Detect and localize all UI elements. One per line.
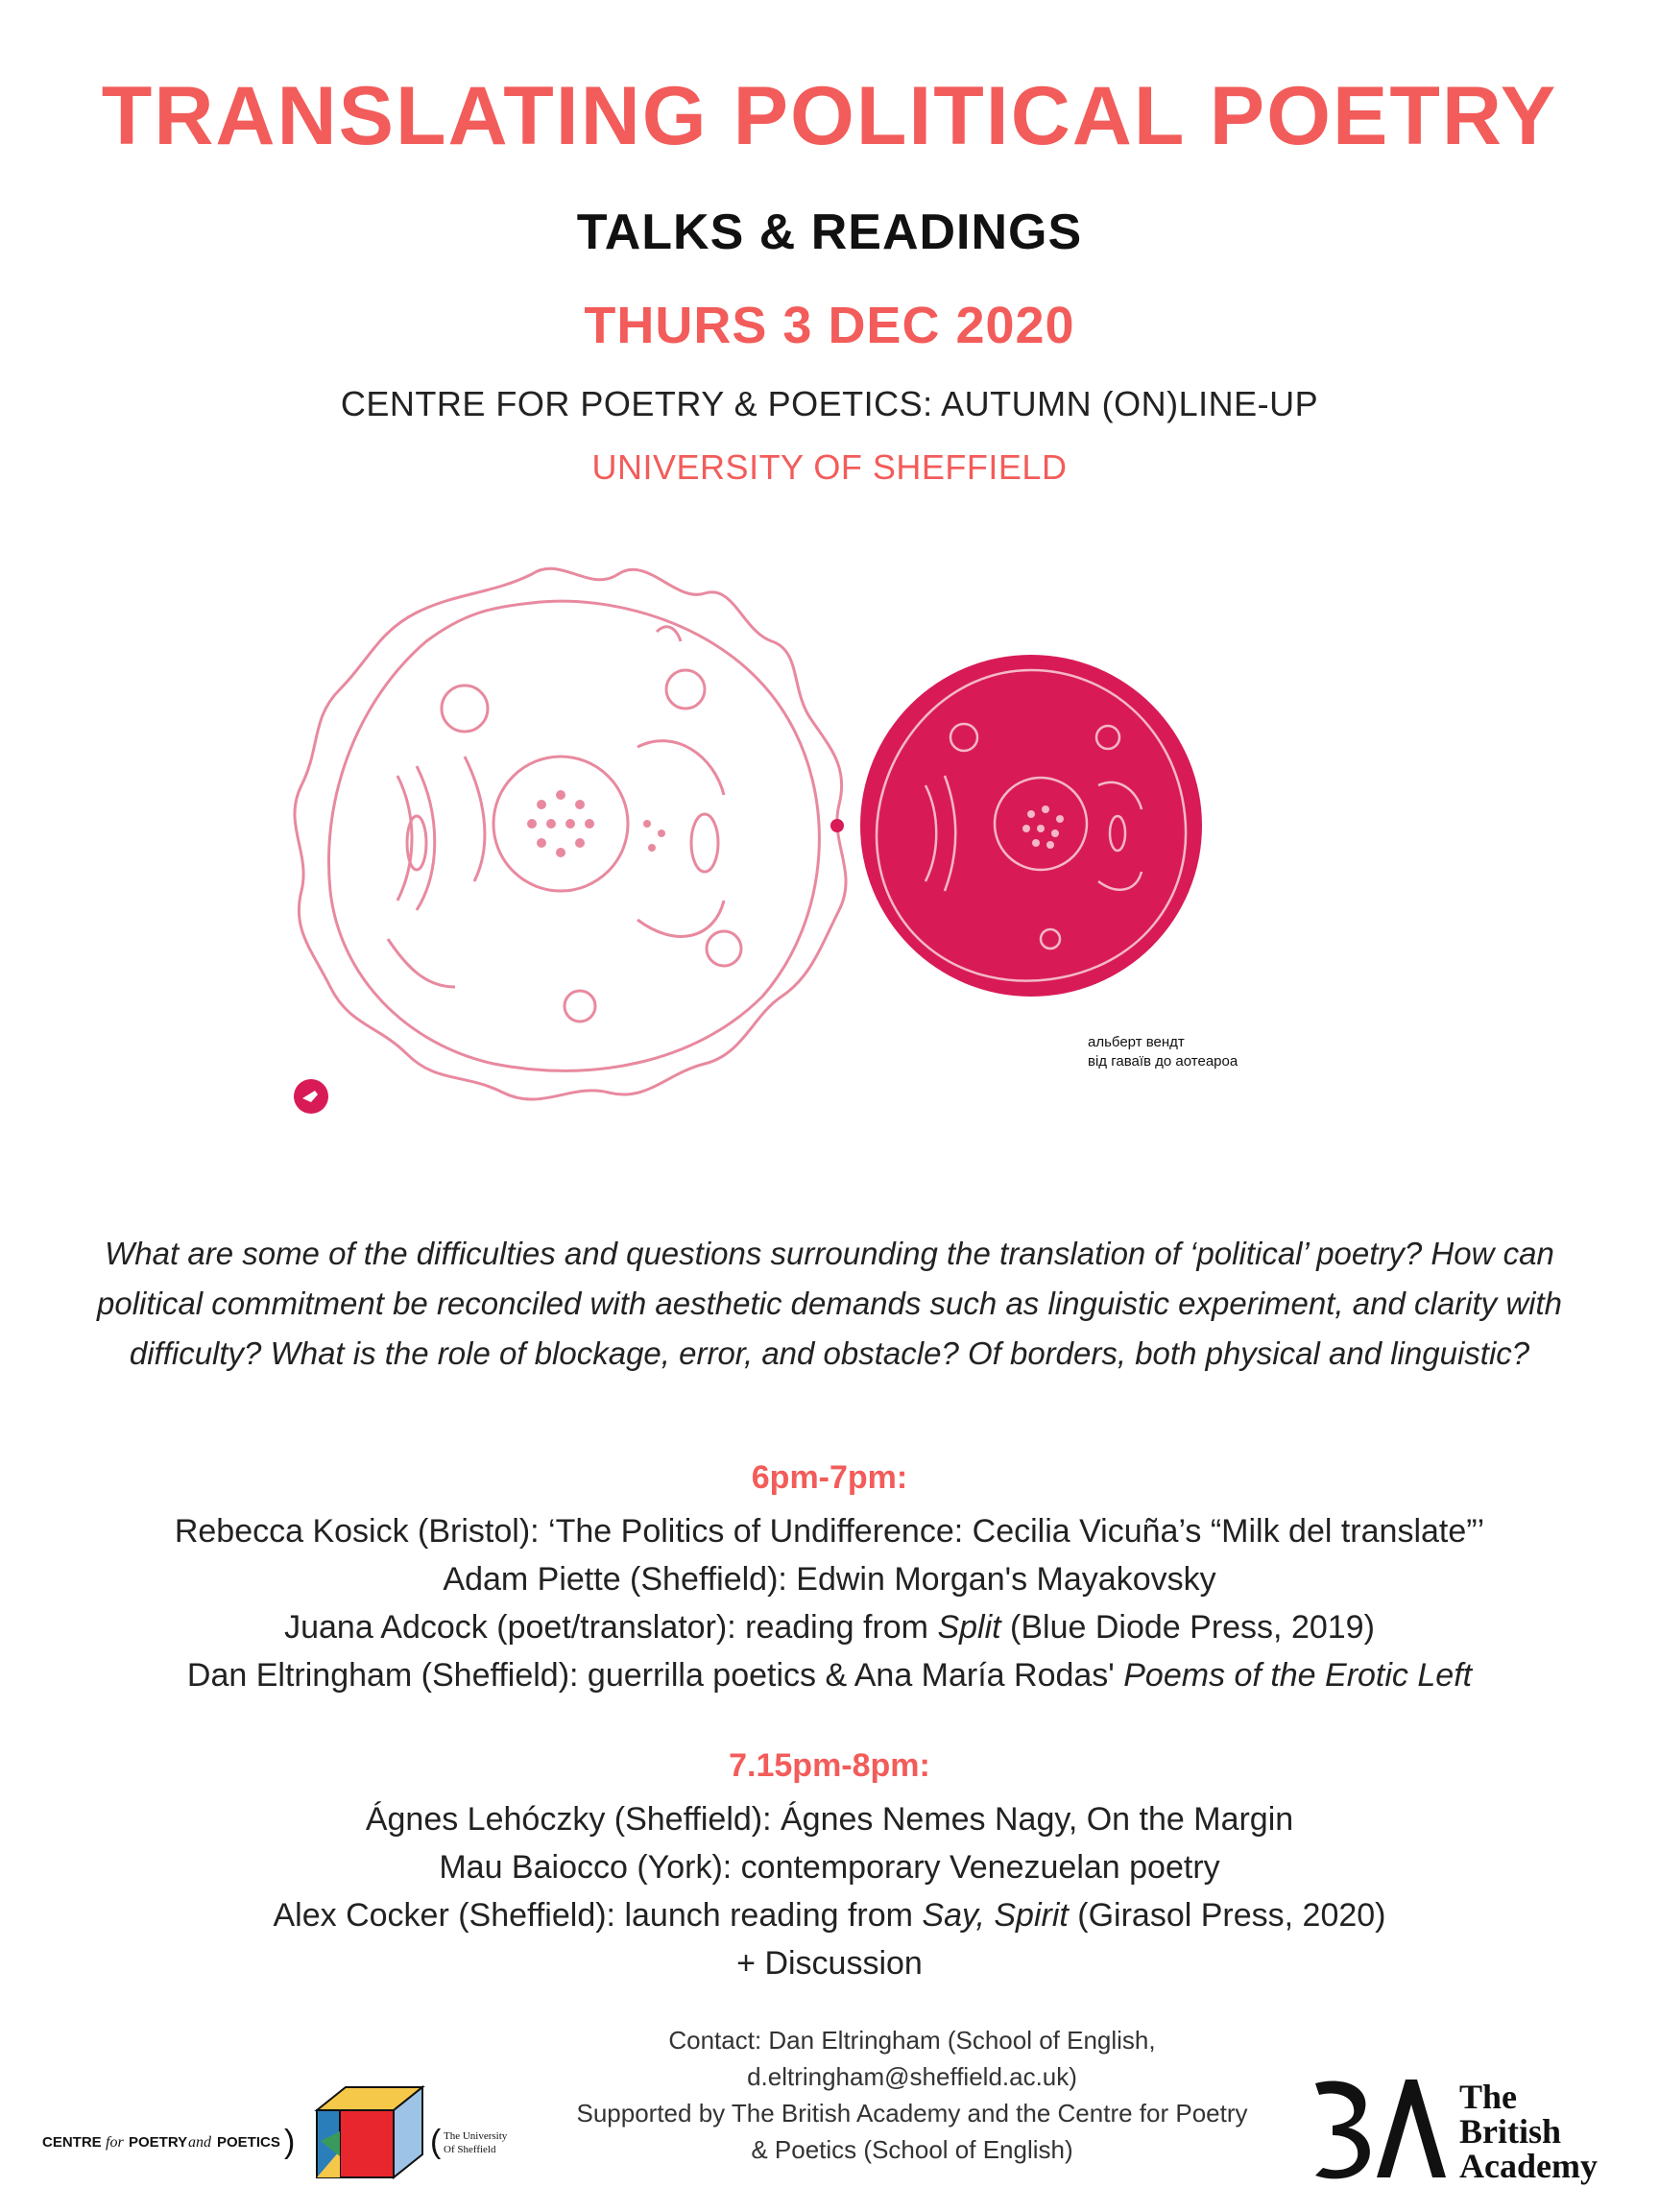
talk-text: Dan Eltringham (Sheffield): guerrilla poetics & Ana María Rodas' xyxy=(186,1657,1124,1694)
talk-text: Alex Cocker (Sheffield): launch reading from xyxy=(273,1897,923,1934)
outlined-cell-dots xyxy=(527,790,665,857)
support-line: & Poetics (School of English) xyxy=(751,2135,1073,2164)
outlined-cell-illustration xyxy=(295,568,846,1099)
university-name-line-2: Of Sheffield xyxy=(444,2144,496,2155)
centre-for-poetry-and-poetics-logo xyxy=(42,2074,541,2189)
footer-contact-block xyxy=(518,2022,1306,2168)
contact-line: Contact: Dan Eltringham (School of English, xyxy=(668,2026,1156,2055)
poster-title: TRANSLATING POLITICAL POETRY xyxy=(101,70,1558,162)
filled-cell-illustration xyxy=(860,655,1202,997)
university-line: UNIVERSITY OF SHEFFIELD xyxy=(591,447,1068,487)
poster-subtitle: TALKS & READINGS xyxy=(576,204,1083,260)
series-line: CENTRE FOR POETRY & POETICS: AUTUMN (ON)LINE-UP xyxy=(340,384,1319,423)
book-title: Poems of the Erotic Left xyxy=(1123,1657,1473,1694)
discussion-item: + Discussion xyxy=(736,1945,923,1982)
talk-item xyxy=(0,1891,1659,1939)
separator-dot xyxy=(830,819,844,832)
ba-british-text: British xyxy=(1459,2112,1562,2151)
cpp-for-text: for xyxy=(106,2134,124,2151)
university-name-line-1: The University xyxy=(444,2130,508,2142)
ba-monogram-icon xyxy=(1315,2080,1446,2178)
ba-academy-text: Academy xyxy=(1459,2147,1598,2185)
talk-item xyxy=(0,1651,1659,1699)
ba-the-text: The xyxy=(1459,2078,1518,2116)
slot-1-time: 6pm-7pm: xyxy=(751,1459,908,1496)
cell-illustration-artwork xyxy=(273,536,1386,1131)
talk-item: Rebecca Kosick (Bristol): ‘The Politics of Undifference: Cecilia Vicuña’s “Milk del translate”’ xyxy=(174,1513,1485,1550)
cpp-centre-text: CENTRE xyxy=(42,2134,102,2151)
book-caption-author: альберт вендт xyxy=(1088,1034,1185,1050)
slot-1-talk-list xyxy=(0,1507,1659,1699)
cpp-and-text: and xyxy=(188,2134,211,2151)
svg-text:(: ( xyxy=(430,2124,442,2160)
event-date: THURS 3 DEC 2020 xyxy=(584,297,1075,354)
slot-2-talk-list xyxy=(0,1795,1659,1987)
intro-line: What are some of the difficulties and questions surrounding the translation of ‘political’ poetry? How can xyxy=(105,1236,1554,1271)
intro-line: difficulty? What is the role of blockage, error, and obstacle? Of borders, both physical and linguistic? xyxy=(129,1335,1530,1371)
intro-line: political commitment be reconciled with aesthetic demands such as linguistic experiment, and clarity with xyxy=(96,1286,1563,1321)
talk-text: (Blue Diode Press, 2019) xyxy=(1000,1609,1375,1646)
talk-item: Adam Piette (Sheffield): Edwin Morgan's Mayakovsky xyxy=(443,1561,1216,1598)
intro-paragraph xyxy=(29,1229,1630,1379)
talk-text: (Girasol Press, 2020) xyxy=(1068,1897,1386,1934)
british-academy-logo xyxy=(1306,2066,1613,2191)
cpp-poetics-text: POETICS xyxy=(217,2134,280,2151)
talk-item: Mau Baiocco (York): contemporary Venezuelan poetry xyxy=(439,1849,1220,1886)
talk-item: Ágnes Lehóczky (Sheffield): Ágnes Nemes Nagy, On the Margin xyxy=(365,1801,1294,1838)
support-line: Supported by The British Academy and the Centre for Poetry xyxy=(576,2099,1248,2128)
publisher-logo-icon xyxy=(292,1077,330,1116)
contact-email-line: d.eltringham@sheffield.ac.uk) xyxy=(747,2062,1077,2091)
cpp-poetry-text: POETRY xyxy=(129,2134,188,2151)
slot-2-time: 7.15pm-8pm: xyxy=(729,1747,930,1784)
book-title: Say, Spirit xyxy=(922,1897,1069,1934)
talk-text: Juana Adcock (poet/translator): reading from xyxy=(284,1609,938,1646)
talk-item xyxy=(0,1603,1659,1651)
book-caption-title: від гаваїв до аотеароа xyxy=(1088,1053,1238,1070)
svg-text:): ) xyxy=(284,2124,296,2160)
cpp-house-icon xyxy=(317,2087,422,2177)
book-title: Split xyxy=(937,1609,1001,1646)
